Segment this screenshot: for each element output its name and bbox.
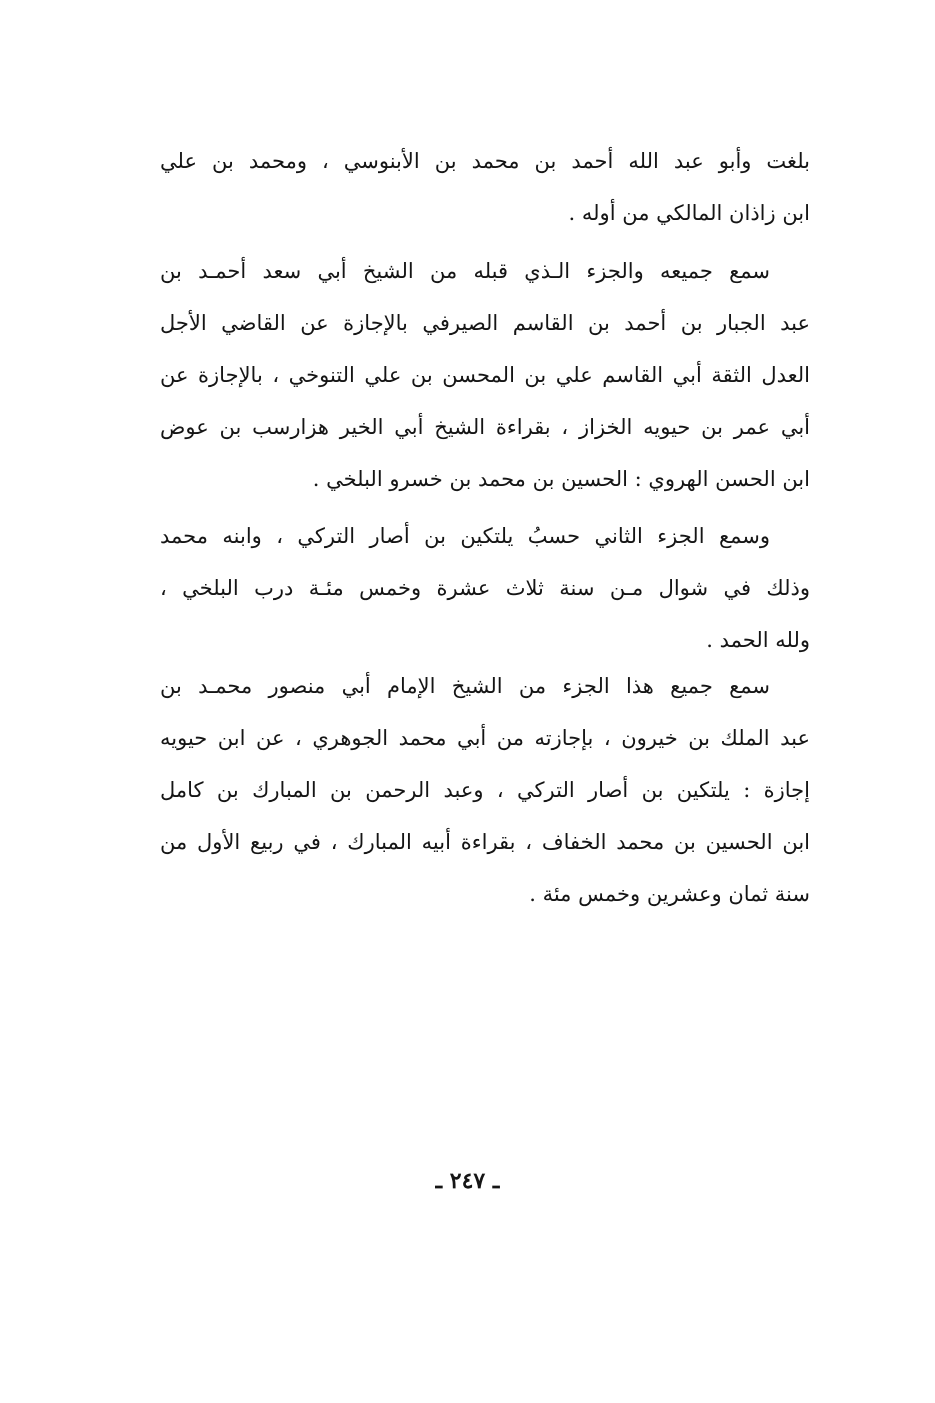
paragraph-line: عبد الملك بن خيرون ، بإجازته من أبي محمد الجوهري ، عن ابن حيويه [160,726,810,750]
paragraph-1 [160,135,810,239]
paragraph-line: ابن الحسن الهروي : الحسين بن محمد بن خسرو البلخي . [312,467,810,491]
paragraph-line: وسمع الجزء الثاني حسبُ يلتكين بن أصار التركي ، وابنه محمد [160,524,770,548]
paragraph-line: عبد الجبار بن أحمد بن القاسم الصيرفي بالإجازة عن القاضي الأجل [160,311,810,335]
paragraph-line: ابن زاذان المالكي من أوله . [568,201,810,225]
paragraph-line: ولله الحمد . [706,628,810,652]
paragraph-line: سنة ثمان وعشرين وخمس مئة . [529,882,810,906]
paragraph-2 [160,245,810,505]
paragraph-line: إجازة : يلتكين بن أصار التركي ، وعبد الرحمن بن المبارك بن كامل [160,778,810,802]
paragraph-line: سمع جميع هذا الجزء من الشيخ الإمام أبي منصور محمـد بن [160,674,770,698]
paragraph-line: العدل الثقة أبي القاسم علي بن المحسن بن علي التنوخي ، بالإجازة عن [160,363,810,387]
paragraph-line: سمع جميعه والجزء الـذي قبله من الشيخ أبي سعد أحمـد بن [160,259,770,283]
page-number: ـ ٢٤٧ ـ [435,1168,500,1194]
paragraph-4 [160,660,810,920]
paragraph-line: ابن الحسين بن محمد الخفاف ، بقراءة أبيه المبارك ، في ربيع الأول من [160,830,810,854]
paragraph-line: أبي عمر بن حيويه الخزاز ، بقراءة الشيخ أبي الخير هزارسب بن عوض [160,415,810,439]
paragraph-3 [160,510,810,666]
paragraph-line: وذلك في شوال مـن سنة ثلاث عشرة وخمس مئـة درب البلخي ، [160,576,810,600]
paragraph-line: بلغت وأبو عبد الله أحمد بن محمد بن الأبنوسي ، ومحمد بن علي [160,149,810,173]
